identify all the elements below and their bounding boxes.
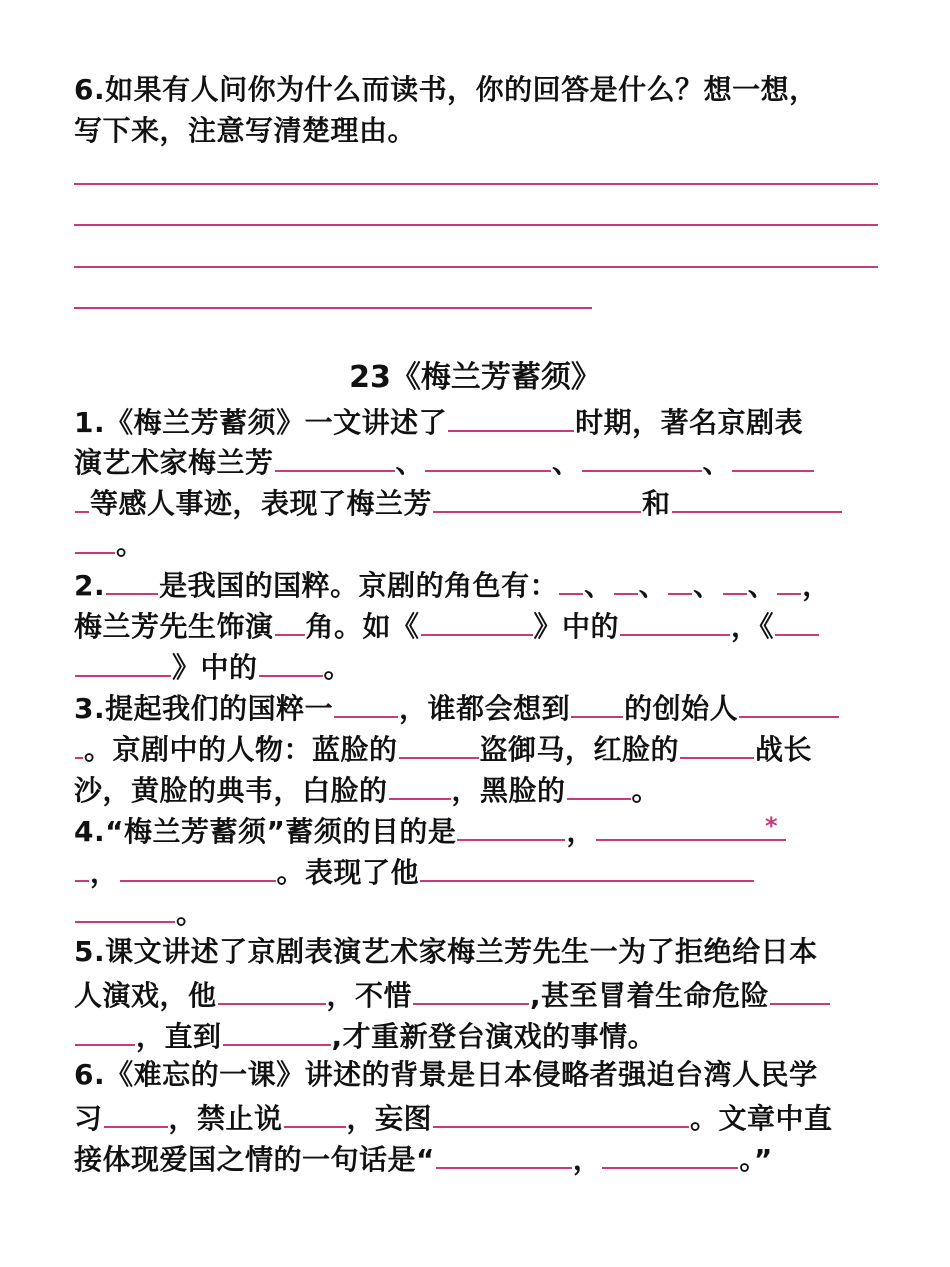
- blank[interactable]: [668, 563, 692, 595]
- blank[interactable]: [218, 973, 326, 1005]
- q5-line-1: 5.课文讲述了京剧表演艺术家梅兰芳先生一为了拒绝给日本: [74, 935, 818, 968]
- blank[interactable]: [389, 768, 451, 800]
- prev-question-line-2: 写下来，注意写清楚理由。: [74, 114, 417, 147]
- q2-line-2: 梅兰芳先生饰演 角。如《 》中的 ，《: [74, 604, 820, 647]
- blank[interactable]: [596, 809, 786, 841]
- blank[interactable]: [425, 440, 551, 472]
- q3-line-1: 3.提起我们的国粹一 ，谁都会想到 的创始人: [74, 686, 840, 729]
- q1-line-3: 等感人事迹，表现了梅兰芳 和: [74, 481, 843, 524]
- blank[interactable]: [723, 563, 747, 595]
- blank[interactable]: [275, 604, 305, 636]
- q2-line-3: 》中的 。: [74, 645, 352, 688]
- blank[interactable]: [120, 850, 276, 882]
- blank[interactable]: [775, 604, 819, 636]
- blank[interactable]: [770, 973, 830, 1005]
- answer-line-1[interactable]: [74, 183, 878, 185]
- answer-line-3[interactable]: [74, 266, 878, 268]
- blank[interactable]: [413, 973, 529, 1005]
- blank[interactable]: [284, 1096, 346, 1128]
- blank[interactable]: [433, 481, 641, 513]
- prev-question-line-1: 6.如果有人问你为什么而读书，你的回答是什么？想一想，: [74, 73, 818, 106]
- blank[interactable]: [420, 850, 754, 882]
- blank[interactable]: [457, 809, 565, 841]
- q5-line-2: 人演戏，他 ，不惜 ,甚至冒着生命危险: [74, 973, 831, 1016]
- q6-line-1: 6.《难忘的一课》讲述的背景是日本侵略者强迫台湾人民学: [74, 1058, 818, 1091]
- blank[interactable]: [75, 522, 115, 554]
- q1-line-2: 演艺术家梅兰芳 、 、 、: [74, 440, 815, 483]
- q1-line-1: 1.《梅兰芳蓄须》一文讲述了 时期，著名京剧表: [74, 400, 803, 443]
- blank[interactable]: [582, 440, 702, 472]
- blank[interactable]: [620, 604, 730, 636]
- blank[interactable]: [567, 768, 631, 800]
- blank[interactable]: [223, 1014, 331, 1046]
- blank[interactable]: [75, 891, 175, 923]
- blank[interactable]: [104, 1096, 168, 1128]
- blank[interactable]: [275, 440, 395, 472]
- q6-line-2: 习 ，禁止说 ，妄图 。文章中直: [74, 1096, 833, 1139]
- blank[interactable]: [436, 1137, 572, 1169]
- q6-line-3: 接体现爱国之情的一句话是“ ， 。”: [74, 1137, 773, 1180]
- blank[interactable]: [433, 1096, 689, 1128]
- blank[interactable]: [571, 686, 623, 718]
- blank[interactable]: [75, 645, 171, 677]
- blank[interactable]: [75, 727, 83, 759]
- q4-line-1: 4.“梅兰芳蓄须”蓄须的目的是 ，: [74, 809, 787, 852]
- q3-line-3: 沙，黄脸的典韦，白脸的 ，黑脸的 。: [74, 768, 660, 811]
- q3-line-2: 。京剧中的人物：蓝脸的 盗御马，红脸的 战长: [74, 727, 812, 770]
- blank[interactable]: [739, 686, 839, 718]
- answer-line-2[interactable]: [74, 224, 878, 226]
- blank[interactable]: [777, 563, 801, 595]
- blank[interactable]: [680, 727, 754, 759]
- star-mark: *: [765, 812, 778, 840]
- blank[interactable]: [399, 727, 479, 759]
- blank[interactable]: [75, 1014, 135, 1046]
- blank[interactable]: [672, 481, 842, 513]
- q2-line-1: 2. 是我国的国粹。京剧的角色有： 、 、 、 、 ，: [74, 563, 831, 606]
- blank[interactable]: [614, 563, 638, 595]
- blank[interactable]: [732, 440, 814, 472]
- blank[interactable]: [75, 481, 89, 513]
- q4-line-3: 。: [74, 891, 205, 934]
- section-title: 23《梅兰芳蓄须》: [349, 360, 601, 395]
- blank[interactable]: [259, 645, 323, 677]
- q5-line-3: ，直到 ,才重新登台演戏的事情。: [74, 1014, 656, 1057]
- blank[interactable]: [421, 604, 533, 636]
- blank[interactable]: [448, 400, 574, 432]
- blank[interactable]: [602, 1137, 738, 1169]
- blank[interactable]: [106, 563, 158, 595]
- blank[interactable]: [559, 563, 583, 595]
- blank[interactable]: [334, 686, 398, 718]
- blank[interactable]: [75, 850, 89, 882]
- q4-line-2: ， 。表现了他: [74, 850, 755, 893]
- q1-line-4: 。: [74, 522, 145, 565]
- answer-line-4[interactable]: [74, 307, 592, 309]
